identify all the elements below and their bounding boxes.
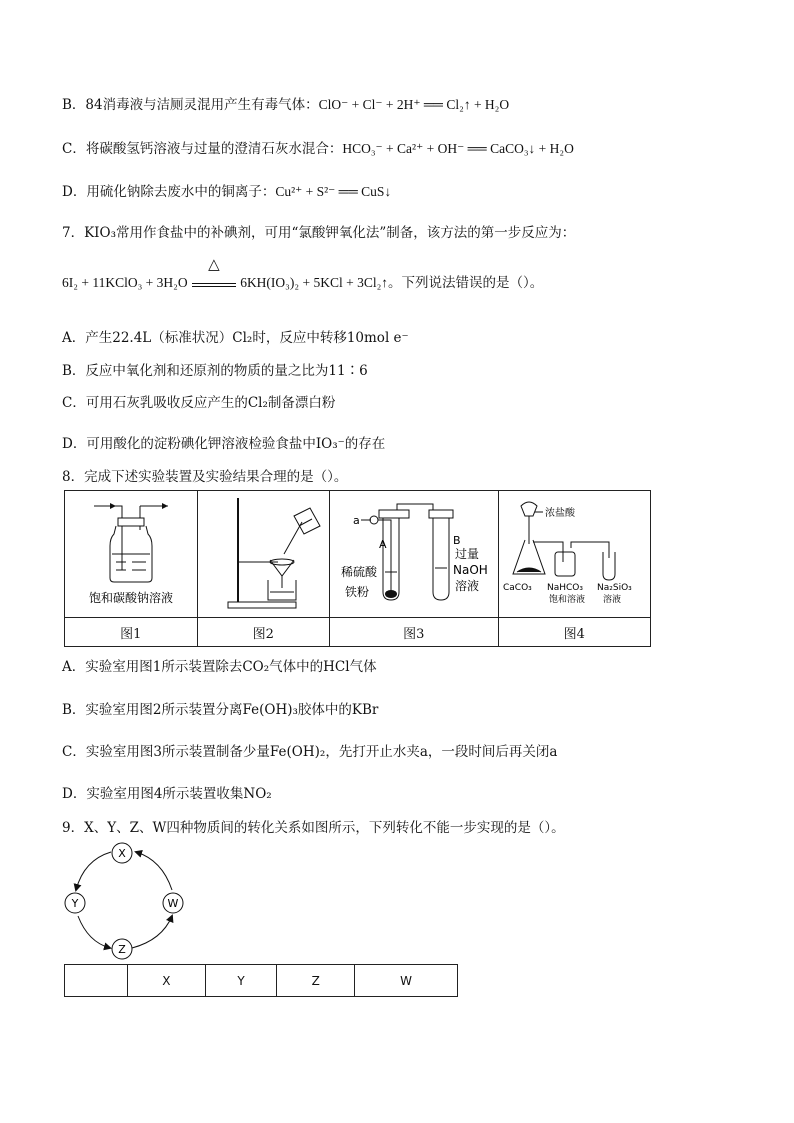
fig4-acid-strength-setup (499, 492, 649, 612)
q8-option-d: D．实验室用图4所示装置收集NO₂ (62, 786, 272, 802)
arrow-z-to-w (132, 916, 172, 948)
fig3-label-naoh: NaOH (452, 563, 488, 577)
q7-equation-tail: 。下列说法错误的是（）。 (388, 275, 544, 291)
fig1-gas-washing-bottle (66, 492, 196, 612)
q6-option-b-equation: ClO⁻ + Cl⁻ + 2H⁺ ══ Cl₂↑ + H₂O (318, 97, 510, 112)
fig3-label-a: a (352, 514, 360, 527)
fig4-label-solution: 溶液 (603, 595, 622, 605)
table-header-cell-z: Z (277, 965, 355, 997)
q6-option-d (62, 183, 391, 201)
node-y-label: Y (71, 897, 79, 910)
fig2-caption: 图2 (197, 618, 330, 647)
fig4-label-caco3: CaCO₃ (503, 583, 533, 593)
fig4-label-na2sio3: Na₂SiO₃ (597, 583, 633, 593)
fig3-label-iron: 铁粉 (344, 585, 369, 599)
q9-cycle-diagram (58, 838, 198, 964)
fig4-cell (498, 491, 651, 618)
arrow-y-to-z (78, 916, 110, 948)
q6-option-c-label: C．将碳酸氢钙溶液与过量的澄清石灰水混合： (62, 141, 343, 157)
table-row (65, 965, 458, 997)
q8-option-b: B．实验室用图2所示装置分离Fe(OH)₃胶体中的KBr (62, 702, 379, 718)
q6-option-b-label: B．84消毒液与洁厕灵混用产生有毒气体： (62, 97, 319, 113)
fig2-cell (197, 491, 330, 618)
fig3-fe-oh2-apparatus (331, 492, 497, 612)
fig3-cell (330, 491, 499, 618)
q8-option-a: A．实验室用图1所示装置除去CO₂气体中的HCl气体 (62, 659, 377, 675)
q7-equation-condition: △ (208, 255, 220, 273)
q7-equation (62, 255, 544, 292)
node-w-label: W (167, 897, 179, 910)
fig3-label-A: A (378, 538, 387, 551)
q8-option-c: C．实验室用图3所示装置制备少量Fe(OH)₂，先打开止水夹a，一段时间后再关闭a (62, 744, 558, 760)
q7-equation-right: 6KH(IO₃)₂ + 5KCl + 3Cl₂↑ (240, 275, 389, 290)
table-header-cell-y: Y (205, 965, 277, 997)
q7-equation-left: 6I₂ + 11KClO₃ + 3H₂O (62, 275, 188, 290)
q7-option-b: B．反应中氧化剂和还原剂的物质的量之比为11∶6 (62, 363, 368, 379)
table-header-cell-x: X (128, 965, 206, 997)
fig3-label-B: B (452, 534, 461, 547)
q6-option-b (62, 96, 509, 114)
q7-option-d: D．可用酸化的淀粉碘化钾溶液检验食盐中IO₃⁻的存在 (62, 436, 386, 452)
fig4-label-saturated: 饱和溶液 (549, 595, 586, 605)
node-x-label: X (118, 847, 126, 860)
table-header-cell-blank (65, 965, 128, 997)
q7-option-c: C．可用石灰乳吸收反应产生的Cl₂制备漂白粉 (62, 395, 336, 411)
q6-option-c (62, 140, 574, 158)
arrow-x-to-y (76, 852, 111, 890)
q7-stem: 7．KIO₃常用作食盐中的补碘剂，可用“氯酸钾氧化法”制备，该方法的第一步反应为： (62, 225, 576, 241)
fig3-caption: 图3 (330, 618, 499, 647)
fig1-label: 饱和碳酸钠溶液 (88, 591, 173, 605)
fig1-caption: 图1 (65, 618, 198, 647)
fig3-label-acid: 稀硫酸 (340, 565, 377, 579)
fig4-caption: 图4 (498, 618, 651, 647)
q7-option-a: A．产生22.4L（标准状况）Cl₂时，反应中转移10mol e⁻ (62, 330, 409, 346)
q8-stem: 8．完成下述实验装置及实验结果合理的是（）。 (62, 469, 348, 485)
fig4-label-hcl: 浓盐酸 (545, 508, 576, 519)
fig2-filtration-setup (198, 492, 328, 612)
q9-answer-table (64, 964, 458, 997)
q8-apparatus-table (64, 490, 651, 647)
q7-equation-arrow (192, 255, 236, 287)
table-header-cell-w: W (355, 965, 458, 997)
q6-option-d-label: D．用硫化钠除去废水中的铜离子： (62, 184, 276, 200)
node-z-label: Z (118, 943, 126, 956)
fig4-label-nahco3: NaHCO₃ (547, 583, 584, 593)
q6-option-d-equation: Cu²⁺ + S²⁻ ══ CuS↓ (275, 184, 392, 199)
arrow-w-to-x (136, 852, 172, 890)
fig3-label-sol: 溶液 (454, 579, 479, 593)
q9-stem: 9．X、Y、Z、W四种物质间的转化关系如图所示，下列转化不能一步实现的是（）。 (62, 820, 565, 836)
fig1-cell (65, 491, 198, 618)
fig3-label-excess: 过量 (454, 547, 479, 561)
q6-option-c-equation: HCO₃⁻ + Ca²⁺ + OH⁻ ══ CaCO₃↓ + H₂O (342, 141, 574, 156)
